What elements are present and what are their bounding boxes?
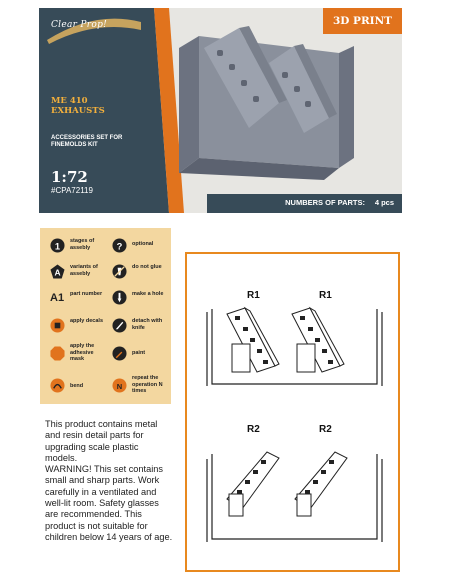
letter-a-pentagon-icon — [50, 264, 65, 279]
title-line-1: ME 410 — [51, 96, 88, 106]
knife-icon — [112, 318, 127, 333]
svg-text:N: N — [116, 381, 123, 391]
parts-count-value: 4 pcs — [374, 198, 394, 207]
legend-text: apply decals — [70, 318, 104, 324]
drill-icon — [112, 290, 127, 305]
scale-label: 1:72 — [51, 168, 88, 186]
legend-text: repeat the operation N times — [132, 375, 163, 394]
bend-icon — [50, 378, 65, 393]
part-label-r2-right: R2 — [319, 424, 332, 435]
svg-text:A: A — [54, 267, 61, 278]
parts-count-label: NUMBERS OF PARTS: — [285, 198, 365, 207]
assembly-instructions-panel — [185, 252, 400, 572]
legend-text: apply the adhesive mask — [70, 343, 95, 362]
legend-text: variants of assebly — [70, 264, 98, 277]
svg-text:?: ? — [116, 241, 123, 252]
description-paragraph: This product contains metal and resin detail parts for upgrading scale plastic models. — [45, 419, 158, 463]
part-number-label: A1 — [50, 292, 65, 304]
svg-text:1: 1 — [54, 241, 61, 252]
warning-paragraph: WARNING! This set contains small and sharp parts. Work carefully in a ventilated and well-lit room. Safety glasses are recommended. This product is not suitable for children below 14 years of age. — [45, 464, 173, 542]
question-mark-icon — [112, 238, 127, 253]
box-art — [39, 8, 402, 213]
legend-text: stages of assebly — [70, 238, 95, 251]
title-line-2: EXHAUSTS — [51, 106, 105, 116]
3d-print-badge — [323, 8, 402, 34]
legend-text: part number — [70, 291, 103, 297]
mask-octagon-icon — [50, 346, 65, 361]
legend-text: detach with knife — [132, 318, 163, 331]
paint-brush-icon — [112, 346, 127, 361]
number-1-circle-icon — [50, 238, 65, 253]
product-subtitle — [51, 135, 146, 149]
legend-text: bend — [70, 383, 84, 389]
product-description — [45, 419, 173, 543]
subtitle-line-2: FINEMOLDS KIT — [51, 142, 98, 148]
no-glue-icon — [112, 264, 127, 279]
part-label-r2-left: R2 — [247, 424, 260, 435]
legend-text: optional — [132, 241, 154, 247]
legend-text: paint — [132, 350, 146, 356]
part-label-r1-left: R1 — [247, 290, 260, 301]
repeat-n-icon — [112, 378, 127, 393]
part-label-r1-right: R1 — [319, 290, 332, 301]
assembly-diagram — [187, 254, 398, 570]
decal-icon — [50, 318, 65, 333]
legend-panel — [40, 228, 171, 404]
parts-count-bar — [207, 194, 402, 213]
legend-text: do not glue — [132, 264, 162, 270]
legend-text: make a hole — [132, 291, 164, 297]
subtitle-line-1: ACCESSORIES SET FOR — [51, 135, 123, 141]
product-code: #CPA72119 — [51, 186, 93, 195]
logo: Clear Prop! — [51, 20, 108, 30]
badge-label: 3D PRINT — [332, 15, 392, 27]
product-title — [51, 96, 141, 116]
